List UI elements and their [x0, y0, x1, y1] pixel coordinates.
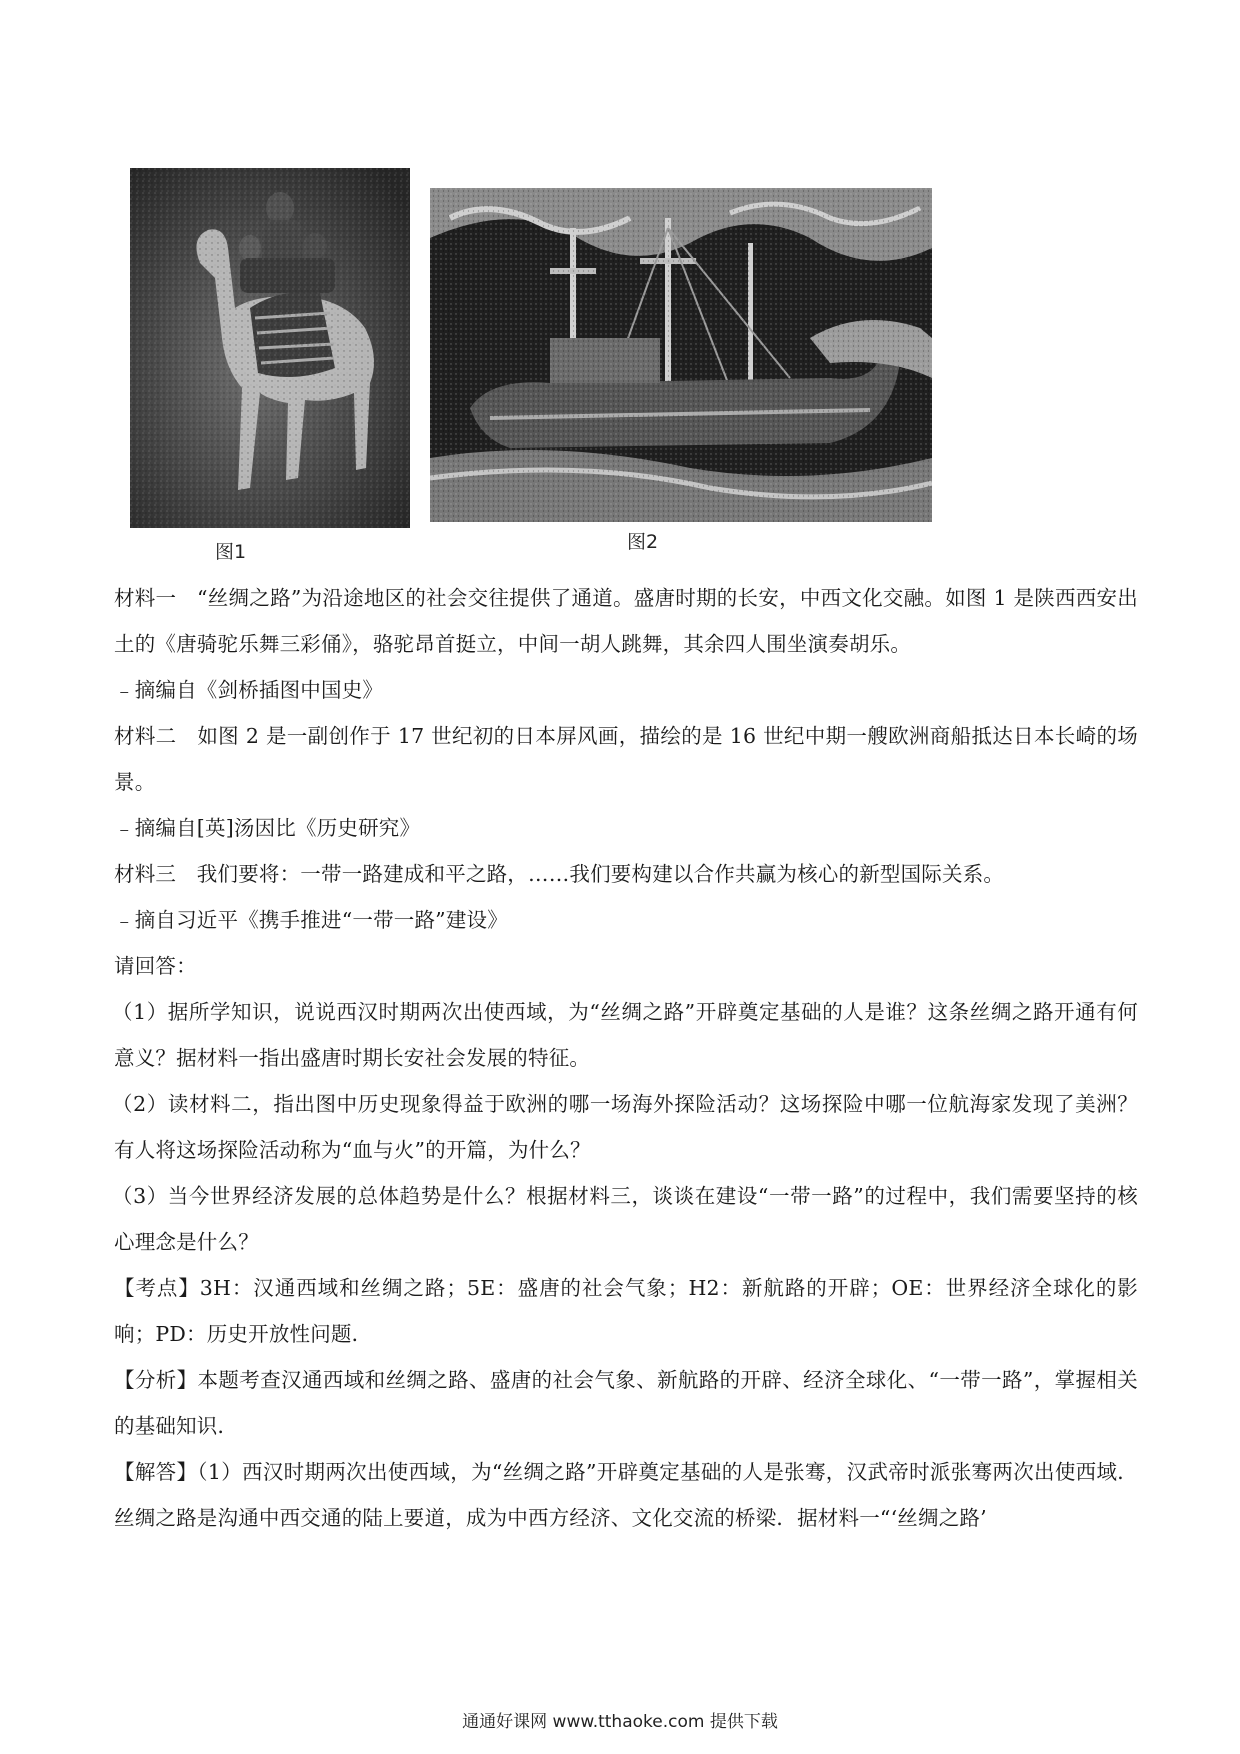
figure-2-ship-painting — [430, 188, 932, 522]
material-one-source: ﹣摘编自《剑桥插图中国史》 — [114, 678, 384, 702]
exam-points: 【考点】3H：汉通西域和丝绸之路；5E：盛唐的社会气象；H2：新航路的开辟；OE：世界经济全球化的影响；PD：历史开放性问题． — [114, 1276, 1138, 1346]
material-one: 材料一 “丝绸之路”为沿途地区的社会交往提供了通道。盛唐时期的长安，中西文化交融。如图 1 是陕西西安出土的《唐骑驼乐舞三彩俑》，骆驼昂首挺立，中间一胡人跳舞，其余四人围坐演奏胡乐。 — [114, 586, 1138, 656]
question-3: （3）当今世界经济发展的总体趋势是什么？根据材料三，谈谈在建设“一带一路”的过程中，我们需要坚持的核心理念是什么？ — [112, 1184, 1138, 1254]
material-two-source: ﹣摘编自[英]汤因比《历史研究》 — [114, 816, 421, 840]
question-2: （2）读材料二，指出图中历史现象得益于欧洲的哪一场海外探险活动？这场探险中哪一位航海家发现了美洲？有人将这场探险活动称为“血与火”的开篇，为什么？ — [112, 1092, 1138, 1162]
document-body — [114, 575, 1138, 1541]
answer: 【解答】（1）西汉时期两次出使西域，为“丝绸之路”开辟奠定基础的人是张骞，汉武帝时派张骞两次出使西域．丝绸之路是沟通中西交通的陆上要道，成为中西方经济、文化交流的桥梁．据材料一“‘丝绸之路’ — [114, 1460, 1138, 1530]
question-1: （1）据所学知识，说说西汉时期两次出使西域，为“丝绸之路”开辟奠定基础的人是谁？这条丝绸之路开通有何意义？据材料一指出盛唐时期长安社会发展的特征。 — [112, 1000, 1138, 1070]
material-three-source: ﹣摘自习近平《携手推进“一带一路”建设》 — [114, 908, 508, 932]
page-footer: 通通好课网 www.tthaoke.com 提供下载 — [462, 1712, 778, 1732]
figure-1-camel-photo — [130, 168, 410, 528]
analysis: 【分析】本题考查汉通西域和丝绸之路、盛唐的社会气象、新航路的开辟、经济全球化、“一带一路”，掌握相关的基础知识． — [114, 1368, 1138, 1438]
material-two: 材料二 如图 2 是一副创作于 17 世纪初的日本屏风画，描绘的是 16 世纪中期一艘欧洲商船抵达日本长崎的场景。 — [114, 724, 1138, 794]
figure-2-caption: 图2 — [627, 531, 659, 553]
figure-1-caption: 图1 — [215, 541, 247, 563]
question-prompt: 请回答： — [114, 954, 197, 978]
material-three: 材料三 我们要将：一带一路建成和平之路，……我们要构建以合作共赢为核心的新型国际关系。 — [114, 862, 1005, 886]
